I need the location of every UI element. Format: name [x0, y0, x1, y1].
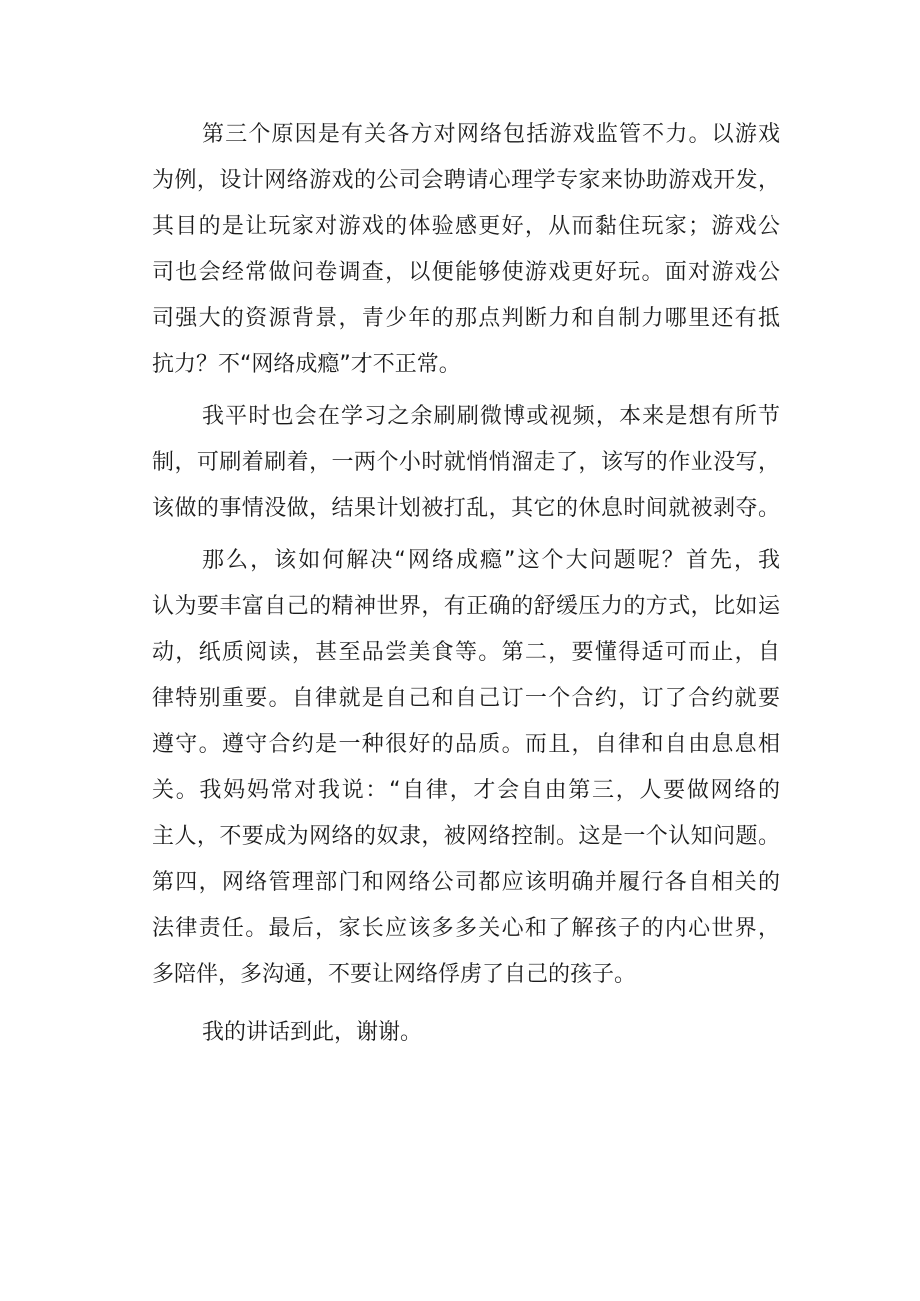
line-text: 法律责任。最后，家长应该多多关心和了解孩子的内心世界，: [152, 916, 780, 941]
line-text: 第四，网络管理部门和网络公司都应该明确并履行各自相关的: [152, 870, 780, 895]
text-line: [152, 630, 780, 676]
line-text: 认为要丰富自己的精神世界，有正确的舒缓压力的方式，比如运: [152, 594, 780, 619]
text-line: [152, 584, 780, 630]
line-text: 该做的事情没做，结果计划被打乱，其它的休息时间就被剥夺。: [152, 496, 780, 521]
text-line: [152, 158, 780, 204]
paragraph: [152, 394, 792, 532]
text-line: [152, 250, 780, 296]
text-line: [152, 768, 780, 814]
line-text: 第三个原因是有关各方对网络包括游戏监管不力。以游戏: [202, 122, 780, 147]
text-line: [152, 906, 780, 952]
paragraph: [152, 112, 792, 388]
text-line: [152, 486, 780, 532]
document-body: [152, 112, 792, 1056]
text-line: [152, 952, 780, 998]
line-text: 抗力？不“网络成瘾”才不正常。: [152, 352, 461, 377]
line-text: 司也会经常做问卷调查，以便能够使游戏更好玩。面对游戏公: [152, 260, 780, 285]
text-line: [152, 676, 780, 722]
line-text: 为例，设计网络游戏的公司会聘请心理学专家来协助游戏开发，: [152, 168, 780, 193]
line-text: 多陪伴，多沟通，不要让网络俘虏了自己的孩子。: [152, 962, 637, 987]
line-text: 主人，不要成为网络的奴隶，被网络控制。这是一个认知问题。: [152, 824, 780, 849]
line-text: 动，纸质阅读，甚至品尝美食等。第二，要懂得适可而止，自: [152, 640, 780, 665]
paragraph: [152, 538, 792, 998]
line-text: 制，可刷着刷着，一两个小时就悄悄溜走了，该写的作业没写，: [152, 450, 780, 475]
text-line: [152, 440, 780, 486]
text-line: [152, 1010, 780, 1056]
line-text: 司强大的资源背景，青少年的那点判断力和自制力哪里还有抵: [152, 306, 780, 331]
line-text: 我平时也会在学习之余刷刷微博或视频，本来是想有所节: [202, 404, 780, 429]
text-line: [152, 394, 780, 440]
text-line: [152, 538, 780, 584]
line-text: 律特别重要。自律就是自己和自己订一个合约，订了合约就要: [152, 686, 780, 711]
text-line: [152, 860, 780, 906]
text-line: [152, 112, 780, 158]
text-line: [152, 296, 780, 342]
text-line: [152, 722, 780, 768]
text-line: [152, 814, 780, 860]
text-line: [152, 342, 780, 388]
text-line: [152, 204, 780, 250]
line-text: 那么，该如何解决“网络成瘾”这个大问题呢？首先，我: [202, 548, 780, 573]
line-text: 我的讲话到此，谢谢。: [202, 1020, 423, 1045]
line-text: 其目的是让玩家对游戏的体验感更好，从而黏住玩家；游戏公: [152, 214, 780, 239]
line-text: 关。我妈妈常对我说：“自律，才会自由第三，人要做网络的: [152, 778, 780, 803]
line-text: 遵守。遵守合约是一种很好的品质。而且，自律和自由息息相: [152, 732, 780, 757]
paragraph: [152, 1010, 792, 1056]
